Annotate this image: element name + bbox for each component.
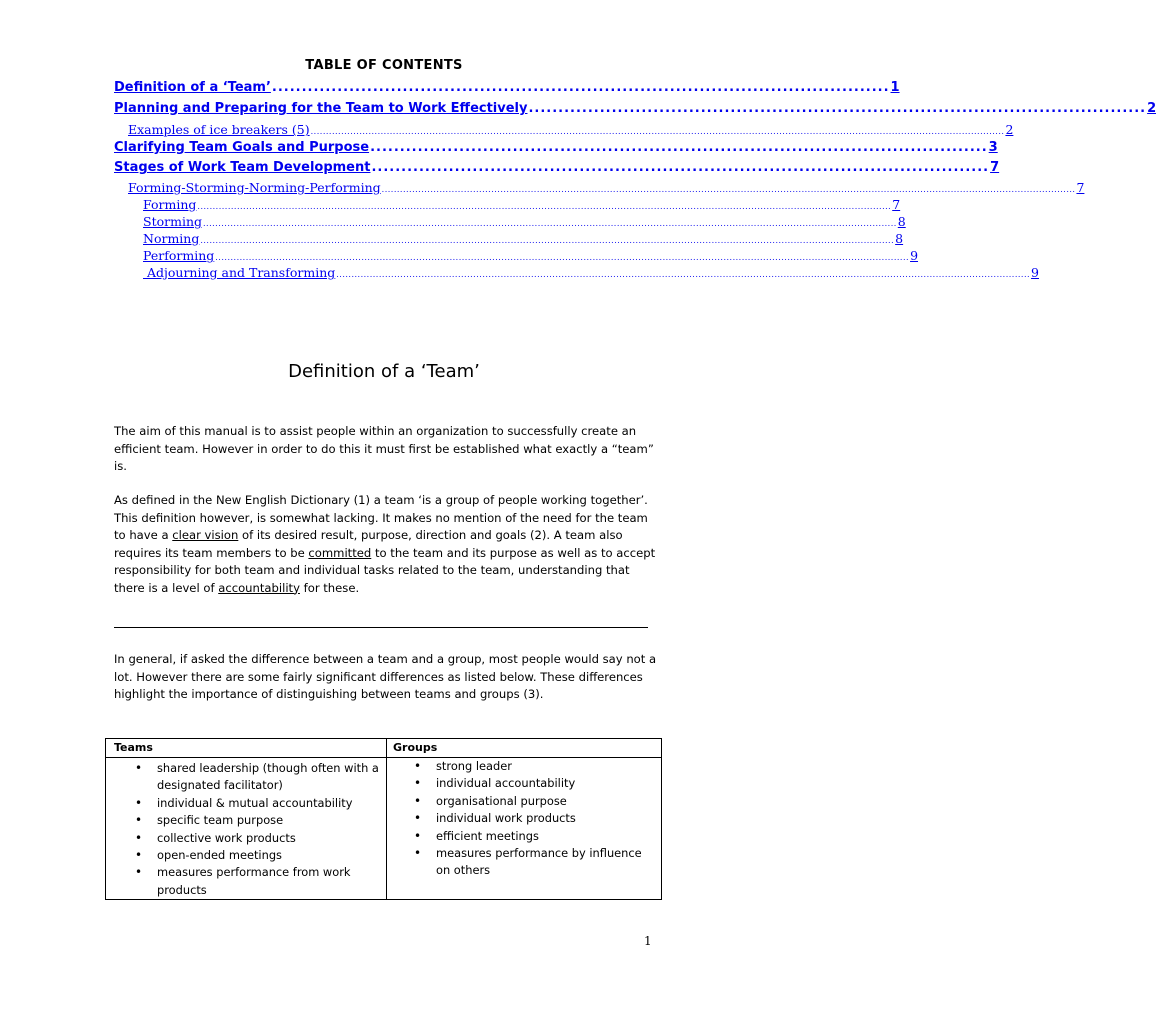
toc-page-number[interactable]: 3 xyxy=(988,140,998,155)
toc-page-number[interactable]: 9 xyxy=(1031,265,1039,280)
list-item: • open-ended meetings xyxy=(135,847,380,864)
list-item: • measures performance by influence on others xyxy=(414,845,654,880)
table-header-teams: Teams xyxy=(114,741,153,754)
toc-entry-label[interactable]: Performing xyxy=(143,248,215,263)
toc-entry-label[interactable]: Forming-Storming-Norming-Performing xyxy=(128,180,381,195)
toc-page-number[interactable]: 7 xyxy=(990,160,1000,175)
toc-entry-norming[interactable] xyxy=(143,231,904,249)
toc-entry-label[interactable]: Planning and Preparing for the Team to Work Effectively xyxy=(114,101,528,116)
list-item: • measures performance from work products xyxy=(135,864,380,899)
groups-list xyxy=(414,758,654,880)
toc-entry-performing[interactable] xyxy=(143,248,919,266)
list-item: • strong leader xyxy=(414,758,654,775)
toc-entry-label[interactable]: Clarifying Team Goals and Purpose xyxy=(114,140,370,155)
section-heading: Definition of a ‘Team’ xyxy=(288,361,480,382)
paragraph-text: of its desired result, purpose, direction and goals (2). A team also requires its team members to be xyxy=(114,528,623,560)
toc-entry-label[interactable]: Definition of a ‘Team’ xyxy=(114,80,271,95)
list-item: • individual & mutual accountability xyxy=(135,795,380,812)
toc-page-number[interactable]: 7 xyxy=(1076,180,1085,195)
list-item: • shared leadership (though often with a designated facilitator) xyxy=(135,760,380,795)
paragraph-text: to the team and its purpose as well as to accept responsibility for both team and individual tasks related to the team, understanding that there is a level of xyxy=(114,545,656,595)
toc-leader: ........................................................................................................ xyxy=(370,140,988,155)
paragraph-intro: The aim of this manual is to assist people within an organization to successfully create an efficient team. However in order to do this it must first be established what exactly a “team” is. xyxy=(114,424,654,473)
toc-leader: .................................................................................................................................................................................................................................... xyxy=(336,270,1031,279)
toc-entry-label[interactable]: Norming xyxy=(143,231,200,246)
toc-page-number[interactable]: 8 xyxy=(895,231,904,246)
toc-page-number[interactable]: 7 xyxy=(892,197,901,212)
toc-entry-adjourning-and-transforming[interactable] xyxy=(143,265,1039,283)
toc-page-number[interactable]: 2 xyxy=(1147,101,1156,116)
toc-leader: ........................................................................................................ xyxy=(271,80,890,95)
table-header-groups: Groups xyxy=(393,741,438,754)
list-item: • individual accountability xyxy=(414,775,654,792)
toc-entry-label[interactable]: Forming xyxy=(143,197,197,212)
toc-entry-label[interactable]: Storming xyxy=(143,214,202,229)
toc-entry-stages-of-development[interactable] xyxy=(114,160,1000,180)
toc-leader: .................................................................................................................................................................................................................................... xyxy=(200,236,895,245)
underlined-term: committed xyxy=(308,545,372,560)
page-number: 1 xyxy=(644,934,652,948)
list-item: • efficient meetings xyxy=(414,828,654,845)
teams-vs-groups-table xyxy=(105,738,662,900)
list-item: • collective work products xyxy=(135,830,380,847)
toc-leader: .................................................................................................................................................................................................................................... xyxy=(203,219,897,228)
list-item: • organisational purpose xyxy=(414,793,654,810)
list-item: • specific team purpose xyxy=(135,812,380,829)
teams-list xyxy=(135,760,380,899)
toc-page-number[interactable]: 8 xyxy=(897,214,906,229)
toc-entry-forming-storming-norming-performing[interactable] xyxy=(128,180,1085,198)
table-column-divider xyxy=(386,739,387,899)
toc-leader: .................................................................................................................................................................................................................................... xyxy=(215,253,910,262)
paragraph-text: As defined in the New English Dictionary (1) a team ‘is a group of people working together’. This definition however, is somewhat lacking. It makes no mention of the need for the team to have a xyxy=(114,493,648,542)
toc-entry-clarifying-team-goals[interactable] xyxy=(114,140,998,160)
toc-page-number[interactable]: 9 xyxy=(910,248,919,263)
toc-entry-storming[interactable] xyxy=(143,214,906,232)
paragraph-text: for these. xyxy=(299,580,360,595)
list-item: • individual work products xyxy=(414,810,654,827)
toc-entry-label[interactable]: Examples of ice breakers (5) xyxy=(128,122,310,137)
toc-leader: ........................................................................................................ xyxy=(371,160,990,175)
toc-entry-forming[interactable] xyxy=(143,197,901,215)
toc-title: TABLE OF CONTENTS xyxy=(305,58,463,73)
toc-entry-label[interactable]: Stages of Work Team Development xyxy=(114,160,371,175)
toc-entry-label[interactable]: Adjourning and Transforming xyxy=(143,265,336,280)
toc-page-number[interactable]: 1 xyxy=(890,80,900,95)
toc-leader: .................................................................................................................................................................................................................................... xyxy=(310,127,1005,136)
toc-entry-ice-breakers[interactable] xyxy=(128,122,1014,140)
toc-leader: ........................................................................................................ xyxy=(528,101,1147,116)
toc-leader: .................................................................................................................................................................................................................................... xyxy=(381,185,1076,194)
toc-page-number[interactable]: 2 xyxy=(1005,122,1014,137)
toc-leader: .................................................................................................................................................................................................................................... xyxy=(197,202,892,211)
paragraph-definition xyxy=(114,492,662,597)
toc-entry-planning-and-preparing[interactable] xyxy=(114,101,1156,121)
horizontal-rule xyxy=(114,627,648,628)
underlined-term: clear vision xyxy=(172,528,239,542)
paragraph-difference: In general, if asked the difference between a team and a group, most people would say not a lot. However there are some fairly significant differences as listed below. These differences highlight the importance of distinguishing between teams and groups (3). xyxy=(114,652,657,701)
underlined-term: accountability xyxy=(218,580,300,595)
toc-entry-definition-of-team[interactable] xyxy=(114,80,900,100)
